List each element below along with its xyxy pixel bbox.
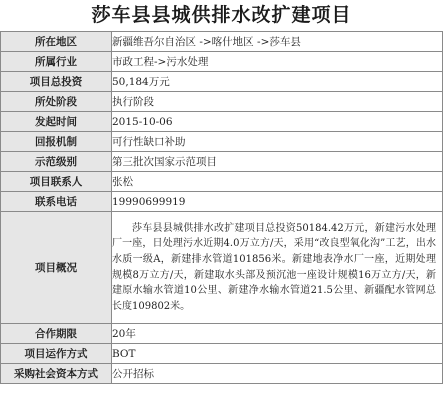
table-row	[1, 212, 443, 324]
row-label: 合作期限	[1, 324, 112, 344]
table-row	[1, 32, 443, 52]
row-label: 示范级别	[1, 152, 112, 172]
table-row	[1, 364, 443, 384]
row-value: 公开招标	[112, 364, 443, 384]
table-row	[1, 132, 443, 152]
row-value: 50,184万元	[112, 72, 443, 92]
row-label: 回报机制	[1, 132, 112, 152]
table-row	[1, 92, 443, 112]
row-label: 所在地区	[1, 32, 112, 52]
row-value: BOT	[112, 344, 443, 364]
page-title: 莎车县县城供排水改扩建项目	[91, 4, 352, 26]
project-info-table	[0, 31, 443, 384]
row-value: 第三批次国家示范项目	[112, 152, 443, 172]
row-label: 联系电话	[1, 192, 112, 212]
table-row	[1, 172, 443, 192]
row-value: 张松	[112, 172, 443, 192]
row-label: 所处阶段	[1, 92, 112, 112]
table-row	[1, 72, 443, 92]
table-row	[1, 112, 443, 132]
row-value: 20年	[112, 324, 443, 344]
table-row	[1, 344, 443, 364]
project-overview-text: 莎车县县城供排水改扩建项目总投资50184.42万元，新建污水处理厂一座，日处理污水近期4.0万立方/天，采用“改良型氧化沟”工艺，出水水质一级A，新建排水管道101856米。新建地表净水厂一座，近期处理规模8万立方/天，新建取水头部及预沉池一座设计规模16万立方/天，新建原水输水管道10公里、新建净水输水管道21.5公里、新疆配水管网总长度109802米。	[112, 222, 436, 312]
row-label: 采购社会资本方式	[1, 364, 112, 384]
row-value: 19990699919	[112, 192, 443, 212]
row-value: 新疆维吾尔自治区 ->喀什地区 ->莎车县	[112, 32, 443, 52]
table-row	[1, 192, 443, 212]
row-label: 项目联系人	[1, 172, 112, 192]
row-value: 2015-10-06	[112, 112, 443, 132]
row-value: 可行性缺口补助	[112, 132, 443, 152]
table-row	[1, 52, 443, 72]
row-label: 项目总投资	[1, 72, 112, 92]
row-label: 项目运作方式	[1, 344, 112, 364]
table-row	[1, 324, 443, 344]
row-label: 发起时间	[1, 112, 112, 132]
row-label: 所属行业	[1, 52, 112, 72]
row-label: 项目概况	[1, 212, 112, 324]
row-value: 执行阶段	[112, 92, 443, 112]
row-value: 市政工程->污水处理	[112, 52, 443, 72]
table-row	[1, 152, 443, 172]
